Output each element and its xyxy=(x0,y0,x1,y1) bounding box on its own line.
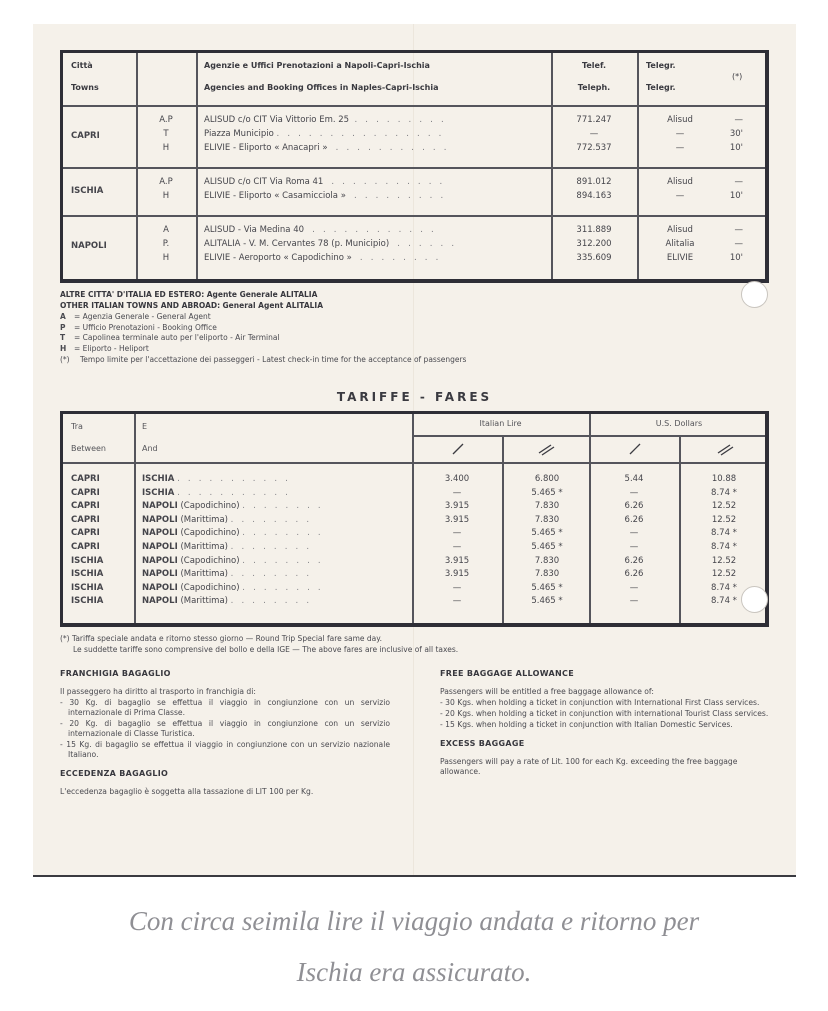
fare-usd-oneway: — xyxy=(629,542,639,552)
fare-to: NAPOLI (Marittima) . . . . . . . . xyxy=(142,596,310,607)
office-code: A.P xyxy=(159,115,173,125)
fare-lire-roundtrip: 7.830 xyxy=(534,569,560,580)
fare-usd-oneway: — xyxy=(629,596,639,607)
fare-usd-roundtrip: 8.74 * xyxy=(711,596,737,607)
punch-hole xyxy=(741,281,768,308)
fare-usd-roundtrip: 12.52 xyxy=(711,569,737,580)
fare-row xyxy=(63,500,765,513)
office-phone: 771.247 xyxy=(576,115,612,125)
baggage-section-en xyxy=(440,669,770,778)
fares-footnote xyxy=(60,633,458,655)
baggage-item: - 30 Kgs. when holding a ticket in conjunction with International First Class services. xyxy=(440,698,760,707)
fare-row xyxy=(63,514,765,527)
baggage-title-en: FREE BAGGAGE ALLOWANCE xyxy=(440,669,574,678)
fares-note-round-trip: (*) Tariffa speciale andata e ritorno stesso giorno — Round Trip Special fare same day. xyxy=(60,634,383,643)
office-telegr: Alisud xyxy=(667,225,693,235)
office-telegr: Alitalia xyxy=(665,239,695,249)
office-phone: 312.200 xyxy=(576,239,612,249)
office-phone: 311.889 xyxy=(576,225,612,235)
header-city-en: Towns xyxy=(71,83,99,92)
header-italian-lire: Italian Lire xyxy=(479,419,522,428)
office-code: H xyxy=(162,191,170,201)
office-checkin: — xyxy=(734,225,743,235)
fare-usd-roundtrip: 8.74 * xyxy=(711,528,737,539)
city-label: CAPRI xyxy=(71,131,100,141)
other-towns-it: ALTRE CITTA' D'ITALIA ED ESTERO: Agente Generale ALITALIA xyxy=(60,290,318,299)
office-address: ELIVIE - Eliporto « Casamicciola » . . . . . . . . . xyxy=(204,191,444,201)
city-label: ISCHIA xyxy=(71,186,104,196)
office-code: P. xyxy=(162,239,170,249)
fare-usd-roundtrip: 8.74 * xyxy=(711,487,737,498)
fare-usd-roundtrip: 12.52 xyxy=(711,555,737,566)
excess-baggage-title-it: ECCEDENZA BAGAGLIO xyxy=(60,769,169,778)
baggage-item: - 30 Kg. di bagaglio se effettua il viaggio in congiunzione con un servizio internazionale di Prima Classe. xyxy=(60,698,390,717)
fare-lire-roundtrip: 5.465 * xyxy=(531,542,563,552)
baggage-section-it xyxy=(60,669,390,798)
office-phone: 891.012 xyxy=(576,177,612,187)
caption-line: Con circa seimila lire il viaggio andata e ritorno per xyxy=(128,906,700,936)
header-city-it: Città xyxy=(71,61,93,70)
baggage-intro-en: Passengers will be entitled a free baggage allowance of: xyxy=(440,687,654,696)
fare-from: CAPRI xyxy=(71,487,100,498)
office-checkin: 30' xyxy=(729,129,743,139)
header-agencies-en: Agencies and Booking Offices in Naples-Capri-Ischia xyxy=(204,83,439,92)
offices-legend xyxy=(60,290,466,366)
row-divider xyxy=(63,462,765,464)
fare-to: NAPOLI (Capodichino) . . . . . . . . xyxy=(142,501,321,512)
fares-table xyxy=(60,411,769,627)
oneway-slash-icon xyxy=(625,442,645,456)
fare-usd-oneway: 6.26 xyxy=(624,555,644,566)
booking-offices-table xyxy=(60,50,769,283)
fare-to: NAPOLI (Marittima) . . . . . . . . xyxy=(142,514,310,525)
fare-from: ISCHIA xyxy=(71,582,104,593)
fare-row xyxy=(63,568,765,581)
fare-from: ISCHIA xyxy=(71,596,104,607)
office-address: ALISUD - Via Medina 40 . . . . . . . . . . . . xyxy=(204,225,434,235)
office-address: ELIVIE - Eliporto « Anacapri » . . . . . . . . . . . xyxy=(204,143,447,153)
fare-lire-oneway: 3.915 xyxy=(444,501,470,512)
fare-lire-roundtrip: 5.465 * xyxy=(531,528,563,539)
office-code: H xyxy=(162,143,170,153)
fare-usd-oneway: 6.26 xyxy=(624,501,644,512)
office-phone: 335.609 xyxy=(576,253,612,263)
excess-baggage-text-en: Passengers will pay a rate of Lit. 100 for each Kg. exceeding the free baggage allowance. xyxy=(440,757,738,776)
caption-line: Ischia era assicurato. xyxy=(296,957,532,987)
excess-baggage-title-en: EXCESS BAGGAGE xyxy=(440,739,525,748)
header-phone-it: Telef. xyxy=(581,61,607,70)
fare-usd-oneway: — xyxy=(629,487,639,498)
office-telegr: ELIVIE xyxy=(666,253,694,263)
baggage-title-it: FRANCHIGIA BAGAGLIO xyxy=(60,669,171,678)
fare-row xyxy=(63,595,765,608)
header-phone-en: Teleph. xyxy=(577,83,611,92)
roundtrip-double-slash-icon xyxy=(715,442,735,456)
fare-usd-oneway: 6.26 xyxy=(624,514,644,525)
fare-from: CAPRI xyxy=(71,474,100,484)
scanned-leaflet-page xyxy=(33,24,796,877)
legend-asterisk-row: (*) Tempo limite per l'accettazione dei passeggeri - Latest check-in time for the acceptance of passengers xyxy=(60,355,467,364)
fares-title: TARIFFE - FARES xyxy=(336,390,493,404)
fare-lire-oneway: 3.915 xyxy=(444,514,470,525)
legend-key-row: A = Agenzia Generale - General Agent xyxy=(60,312,211,321)
row-divider xyxy=(412,435,765,437)
fare-row xyxy=(63,541,765,554)
header-checkin-time: (*) xyxy=(732,72,743,81)
header-from-it: Tra xyxy=(71,422,83,431)
header-telegr-it: Telegr. xyxy=(646,61,676,70)
office-checkin: — xyxy=(734,115,743,125)
office-code: H xyxy=(162,253,170,263)
header-us-dollars: U.S. Dollars xyxy=(655,419,703,428)
fare-usd-oneway: — xyxy=(629,582,639,593)
fare-from: ISCHIA xyxy=(71,555,104,566)
baggage-item: - 15 Kg. di bagaglio se effettua il viaggio in congiunzione con un servizio nazionale Italiano. xyxy=(60,740,390,759)
fare-usd-roundtrip: 8.74 * xyxy=(711,542,737,552)
legend-key-row: H = Eliporto - Heliport xyxy=(60,343,149,353)
fare-from: ISCHIA xyxy=(71,569,104,580)
office-code: A.P xyxy=(159,177,173,187)
fare-lire-roundtrip: 5.465 * xyxy=(531,582,563,593)
fare-usd-roundtrip: 12.52 xyxy=(711,501,737,512)
fare-row xyxy=(63,555,765,568)
office-address: ALITALIA - V. M. Cervantes 78 (p. Municipio) . . . . . . xyxy=(204,239,455,249)
fare-to: NAPOLI (Marittima) . . . . . . . . xyxy=(142,569,310,580)
office-phone: 772.537 xyxy=(576,143,612,153)
office-phone: — xyxy=(589,129,599,139)
fare-lire-oneway: 3.915 xyxy=(444,569,470,580)
other-towns-en: OTHER ITALIAN TOWNS AND ABROAD: General Agent ALITALIA xyxy=(60,300,324,310)
office-code: T xyxy=(163,129,169,139)
row-divider xyxy=(63,105,765,107)
fare-lire-oneway: 3.400 xyxy=(444,474,470,484)
fare-lire-roundtrip: 5.465 * xyxy=(531,596,563,607)
header-agencies-it: Agenzie e Uffici Prenotazioni a Napoli-Capri-Ischia xyxy=(204,61,430,70)
header-telegr-en: Telegr. xyxy=(646,83,676,92)
office-telegr: — xyxy=(675,143,685,153)
fare-usd-oneway: 5.44 xyxy=(624,474,644,484)
fare-from: CAPRI xyxy=(71,528,100,539)
fare-lire-oneway: — xyxy=(452,582,462,593)
office-checkin: 10' xyxy=(729,191,743,201)
fare-row xyxy=(63,527,765,540)
fare-usd-roundtrip: 12.52 xyxy=(711,514,737,525)
legend-key-row: P = Ufficio Prenotazioni - Booking Office xyxy=(60,322,217,332)
office-address: ALISUD c/o CIT Via Roma 41 . . . . . . . . . . . xyxy=(204,177,443,187)
office-checkin: 10' xyxy=(729,143,743,153)
row-divider xyxy=(63,215,765,217)
fare-usd-roundtrip: 8.74 * xyxy=(711,582,737,593)
header-to-en: And xyxy=(142,444,158,453)
fare-to: NAPOLI (Capodichino) . . . . . . . . xyxy=(142,555,321,566)
fare-usd-oneway: — xyxy=(629,528,639,539)
fare-to: NAPOLI (Capodichino) . . . . . . . . xyxy=(142,528,321,539)
fare-lire-oneway: — xyxy=(452,487,462,498)
fare-from: CAPRI xyxy=(71,514,100,525)
fare-lire-roundtrip: 6.800 xyxy=(534,474,560,484)
fare-to: NAPOLI (Capodichino) . . . . . . . . xyxy=(142,582,321,593)
fare-lire-roundtrip: 7.830 xyxy=(534,501,560,512)
column-divider xyxy=(196,53,198,279)
fare-row xyxy=(63,487,765,500)
fare-lire-roundtrip: 7.830 xyxy=(534,555,560,566)
office-telegr: Alisud xyxy=(667,177,693,187)
baggage-item: - 20 Kgs. when holding a ticket in conjunction with international Tourist Class services. xyxy=(440,709,769,718)
fare-lire-oneway: — xyxy=(452,542,462,552)
office-telegr: Alisud xyxy=(667,115,693,125)
fare-from: CAPRI xyxy=(71,542,100,552)
fare-lire-oneway: — xyxy=(452,528,462,539)
baggage-intro-it: Il passeggero ha diritto al trasporto in franchigia di: xyxy=(60,687,256,696)
roundtrip-double-slash-icon xyxy=(536,442,556,456)
office-code: A xyxy=(163,225,169,235)
fare-row xyxy=(63,473,765,486)
excess-baggage-text-it: L'eccedenza bagaglio è soggetta alla tassazione di LIT 100 per Kg. xyxy=(60,787,314,796)
office-telegr: — xyxy=(675,191,685,201)
office-address: ELIVIE - Aeroporto « Capodichino » . . . . . . . . xyxy=(204,253,439,263)
office-checkin: — xyxy=(734,177,743,187)
fare-usd-roundtrip: 10.88 xyxy=(711,474,737,484)
fares-note-taxes: Le suddette tariffe sono comprensive del bollo e della IGE — The above fares are inclusive of all taxes. xyxy=(73,645,459,654)
oneway-slash-icon xyxy=(448,442,468,456)
header-from-en: Between xyxy=(71,444,107,453)
office-address: ALISUD c/o CIT Via Vittorio Em. 25 . . . . . . . . . xyxy=(204,115,444,125)
image-caption xyxy=(0,896,828,998)
fare-lire-oneway: — xyxy=(452,596,462,607)
fare-to: NAPOLI (Marittima) . . . . . . . . xyxy=(142,542,310,552)
legend-key-row: T = Capolinea terminale auto per l'eliporto - Air Terminal xyxy=(60,333,280,342)
baggage-item: - 20 Kg. di bagaglio se effettua il viaggio in congiunzione con un servizio internazionale di Classe Turistica. xyxy=(60,719,390,738)
fare-lire-roundtrip: 5.465 * xyxy=(531,487,563,498)
office-checkin: 10' xyxy=(729,253,743,263)
city-label: NAPOLI xyxy=(71,241,107,251)
office-checkin: — xyxy=(734,239,743,249)
office-address: Piazza Municipio . . . . . . . . . . . . . . . . xyxy=(204,129,442,139)
row-divider xyxy=(63,167,765,169)
fare-from: CAPRI xyxy=(71,501,100,512)
header-to-it: E xyxy=(142,422,148,431)
fare-lire-oneway: 3.915 xyxy=(444,555,470,566)
fare-lire-roundtrip: 7.830 xyxy=(534,514,560,525)
fare-to: ISCHIA . . . . . . . . . . . xyxy=(142,487,288,498)
fare-row xyxy=(63,582,765,595)
fare-usd-oneway: 6.26 xyxy=(624,569,644,580)
punch-hole xyxy=(741,586,768,613)
fare-to: ISCHIA . . . . . . . . . . . xyxy=(142,474,288,484)
office-phone: 894.163 xyxy=(576,191,612,201)
baggage-item: - 15 Kgs. when holding a ticket in conjunction with Italian Domestic Services. xyxy=(440,720,733,729)
office-telegr: — xyxy=(675,129,685,139)
